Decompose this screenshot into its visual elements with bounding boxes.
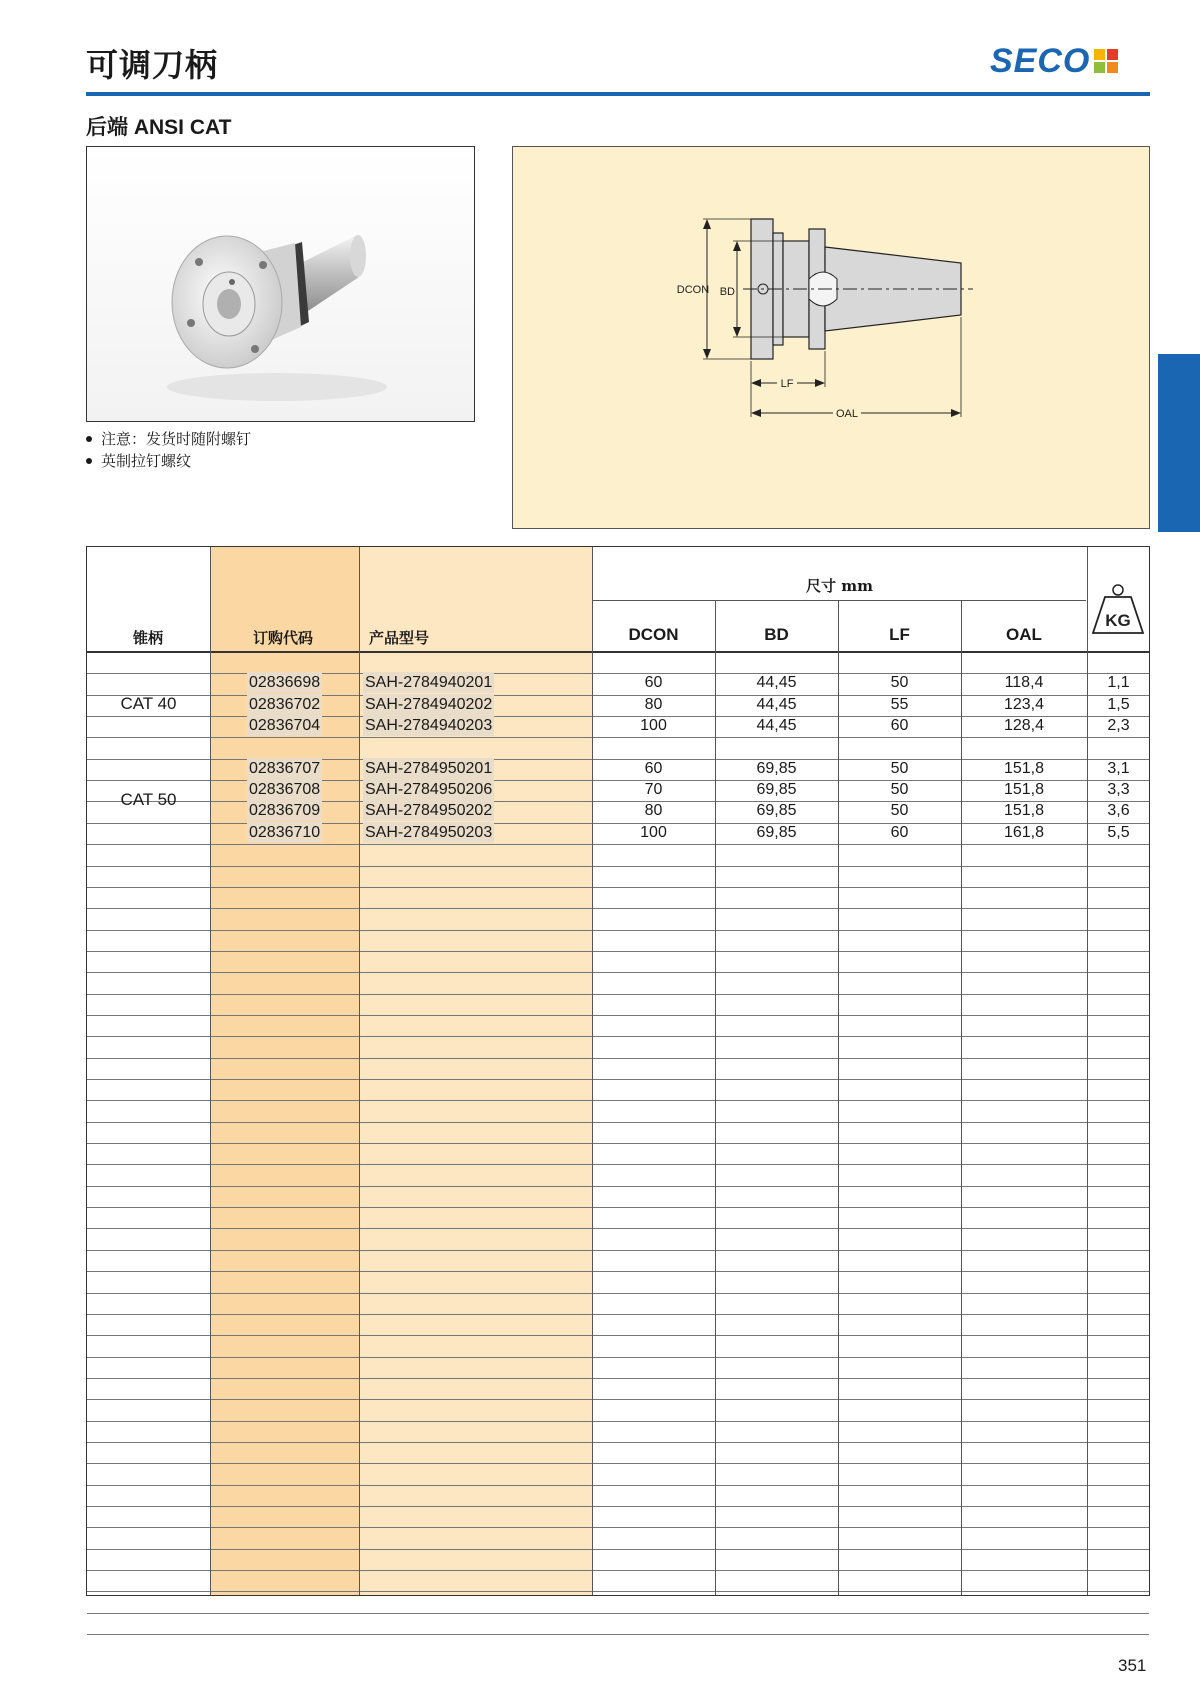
seco-logo	[990, 41, 1118, 80]
row-divider	[87, 1122, 1149, 1123]
row-divider	[87, 930, 1149, 931]
header-dimensions: 尺寸 mm	[806, 577, 873, 595]
dcon-label: DCON	[676, 284, 710, 296]
header-order-code: 订购代码	[253, 629, 314, 647]
lf-cell: 50	[890, 781, 909, 799]
row-divider	[87, 1506, 1149, 1507]
bd-cell: 69,85	[756, 759, 797, 777]
bd-cell: 69,85	[756, 823, 797, 841]
row-divider	[87, 1186, 1149, 1187]
row-divider	[87, 1271, 1149, 1272]
dcon-cell: 80	[644, 802, 663, 820]
oal-cell: 128,4	[1003, 717, 1045, 735]
kg-cell: 5,5	[1107, 823, 1130, 841]
designation-cell: SAH-2784950203	[365, 823, 493, 841]
kg-cell: 3,3	[1107, 781, 1130, 799]
lf-cell: 55	[890, 695, 909, 713]
lf-cell: 50	[890, 802, 909, 820]
row-divider	[87, 1378, 1149, 1379]
chapter-tab	[1158, 354, 1200, 532]
row-divider	[87, 1143, 1149, 1144]
oal-cell: 123,4	[1003, 695, 1045, 713]
designation-cell: SAH-2784950202	[365, 802, 493, 820]
weight-header	[1087, 583, 1150, 648]
note-text: 英制拉钉螺纹	[101, 452, 192, 470]
weight-label: KG	[1105, 611, 1131, 630]
header-bd: BD	[764, 625, 789, 644]
dcon-cell: 100	[640, 717, 667, 735]
dcon-cell: 60	[644, 674, 663, 692]
kg-cell: 1,5	[1107, 695, 1130, 713]
lf-cell: 60	[890, 717, 909, 735]
lf-cell: 60	[890, 823, 909, 841]
order-code-cell: 02836709	[249, 802, 321, 820]
row-divider	[87, 1549, 1149, 1550]
row-divider	[87, 1442, 1149, 1443]
lf-cell: 50	[890, 759, 909, 777]
row-divider	[87, 1015, 1149, 1016]
col-divider	[210, 547, 211, 1595]
header-designation: 产品型号	[369, 629, 430, 647]
dcon-cell: 80	[644, 695, 663, 713]
product-table	[86, 546, 1150, 1596]
lf-label: LF	[780, 378, 794, 390]
oal-label: OAL	[835, 408, 859, 420]
row-divider	[87, 1164, 1149, 1165]
shank-cell: CAT 40	[120, 694, 177, 714]
kg-cell: 2,3	[1107, 717, 1130, 735]
kg-cell: 3,6	[1107, 802, 1130, 820]
order-code-cell: 02836710	[249, 823, 321, 841]
col-divider	[359, 547, 360, 1595]
note-item	[86, 428, 251, 450]
row-divider	[87, 1250, 1149, 1251]
header-rule	[86, 92, 1150, 96]
bd-cell: 44,45	[756, 695, 797, 713]
row-divider	[87, 1463, 1149, 1464]
bullet-icon	[86, 436, 92, 442]
oal-cell: 151,8	[1003, 802, 1045, 820]
order-code-cell: 02836698	[249, 674, 321, 692]
bullet-icon	[86, 458, 92, 464]
note-item	[86, 450, 251, 472]
row-divider	[87, 1228, 1149, 1229]
designation-cell: SAH-2784940201	[365, 674, 493, 692]
header-shank: 锥柄	[133, 629, 164, 647]
shank-cell: CAT 50	[120, 790, 177, 810]
designation-cell: SAH-2784950206	[365, 781, 493, 799]
dcon-cell: 100	[640, 823, 667, 841]
row-divider	[87, 1399, 1149, 1400]
page-title: 可调刀柄	[86, 46, 219, 84]
header-dcon: DCON	[628, 625, 679, 644]
oal-cell: 151,8	[1003, 759, 1045, 777]
note-text: 注意：发货时随附螺钉	[101, 430, 252, 448]
holder-dimension-diagram	[513, 147, 1149, 528]
bd-cell: 69,85	[756, 781, 797, 799]
logo-text: SECO	[990, 41, 1091, 80]
row-divider	[87, 844, 1149, 845]
oal-cell: 118,4	[1004, 674, 1044, 692]
header-lf: LF	[889, 625, 910, 644]
order-code-cell: 02836707	[249, 759, 321, 777]
oal-cell: 161,8	[1003, 823, 1045, 841]
row-divider	[87, 1421, 1149, 1422]
row-divider	[87, 1591, 1149, 1592]
row-divider	[87, 1207, 1149, 1208]
dcon-cell: 60	[644, 759, 663, 777]
section-subtitle: 后端 ANSI CAT	[86, 116, 232, 139]
row-divider	[87, 972, 1149, 973]
row-divider	[87, 908, 1149, 909]
tool-holder-illustration	[87, 147, 474, 421]
row-divider	[87, 1058, 1149, 1059]
kg-cell: 3,1	[1107, 759, 1130, 777]
row-divider	[87, 1079, 1149, 1080]
order-code-cell: 02836702	[249, 695, 321, 713]
row-divider	[87, 866, 1149, 867]
order-code-cell: 02836708	[249, 781, 321, 799]
notes-list	[86, 428, 251, 472]
dim-header-line	[592, 600, 1086, 601]
oal-cell: 151,8	[1003, 781, 1045, 799]
bd-cell: 44,45	[756, 717, 797, 735]
row-divider	[87, 1293, 1149, 1294]
row-divider	[87, 1357, 1149, 1358]
row-divider	[87, 951, 1149, 952]
row-divider	[87, 1036, 1149, 1037]
logo-mark-icon	[1094, 49, 1118, 73]
technical-drawing	[512, 146, 1150, 529]
row-divider	[87, 1570, 1149, 1571]
bd-cell: 69,85	[756, 802, 797, 820]
page-number: 351	[1118, 1656, 1147, 1675]
row-divider	[87, 1314, 1149, 1315]
col-divider	[715, 600, 716, 1595]
row-divider	[87, 1485, 1149, 1486]
row-divider	[87, 887, 1149, 888]
row-divider	[87, 1613, 1149, 1614]
row-divider	[87, 994, 1149, 995]
col-divider	[838, 600, 839, 1595]
designation-cell: SAH-2784940202	[365, 695, 493, 713]
bd-label: BD	[719, 286, 735, 298]
order-code-cell: 02836704	[249, 717, 321, 735]
bd-cell: 44,45	[756, 674, 797, 692]
designation-cell: SAH-2784940203	[365, 717, 493, 735]
product-photo	[86, 146, 475, 422]
row-divider	[87, 1335, 1149, 1336]
row-divider	[87, 1100, 1149, 1101]
lf-cell: 50	[890, 674, 909, 692]
row-divider	[87, 1634, 1149, 1635]
dcon-cell: 70	[644, 781, 663, 799]
row-divider	[87, 1527, 1149, 1528]
designation-cell: SAH-2784950201	[365, 759, 493, 777]
col-divider	[961, 600, 962, 1595]
header-bottom-line	[87, 651, 1149, 653]
kg-cell: 1,1	[1107, 674, 1130, 692]
header-oal: OAL	[1006, 625, 1042, 644]
row-divider	[87, 737, 1149, 738]
weight-icon	[1087, 583, 1150, 643]
